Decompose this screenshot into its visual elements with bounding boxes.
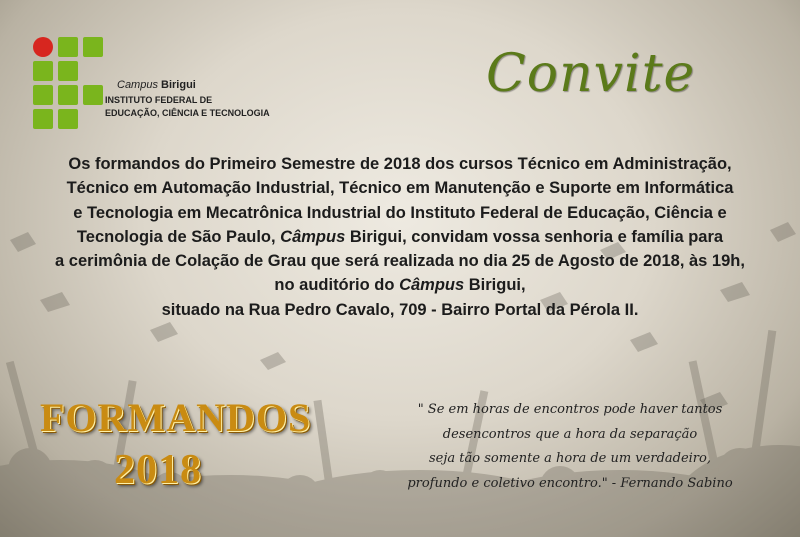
quote-line-1: " Se em horas de encontros pode haver tantos — [417, 402, 723, 417]
formandos-year: 2018 — [114, 447, 202, 493]
campus-label — [117, 79, 196, 91]
invitation-line-1: Os formandos do Primeiro Semestre de 2018 dos cursos Técnico em Administração, — [68, 155, 732, 173]
campus-italic: Câmpus — [399, 276, 465, 295]
invitation-line-4 — [20, 225, 780, 249]
quote-line-3: seja tão somente a hora de um verdadeiro, — [429, 451, 711, 466]
formandos-word: FORMANDOS — [40, 395, 312, 440]
quote-line-4: profundo e coletivo encontro." - Fernando Sabino — [407, 475, 733, 491]
invitation-line-6-start: no auditório do — [274, 276, 400, 295]
page-title: Convite — [486, 44, 696, 104]
campus-name: Birigui — [161, 79, 196, 91]
quote-line-2: desencontros que a hora da separação — [442, 426, 698, 442]
invitation-line-5: a cerimônia de Colação de Grau que será realizada no dia 25 de Agosto de 2018, às 19h, — [55, 252, 745, 271]
invitation-line-7: situado na Rua Pedro Cavalo, 709 - Bairro Portal da Pérola II. — [161, 300, 639, 319]
logo-red-dot — [33, 37, 53, 57]
formandos-banner — [40, 392, 312, 496]
invitation-line-3: e Tecnologia em Mecatrônica Industrial do Instituto Federal de Educação, Ciência e — [73, 203, 727, 222]
campus-italic: Câmpus — [280, 227, 346, 246]
invitation-line-4-end: Birigui, convidam vossa senhoria e família para — [345, 227, 724, 246]
invitation-text — [20, 152, 780, 322]
institution-line-1: INSTITUTO FEDERAL DE — [105, 95, 213, 105]
ifsp-logo — [32, 36, 104, 130]
institution-line-2: EDUCAÇÃO, CIÊNCIA E TECNOLOGIA — [105, 108, 270, 118]
invitation-line-2: Técnico em Automação Industrial, Técnico em Manutenção e Suporte em Informática — [66, 179, 734, 198]
invitation-line-6-end: Birigui, — [464, 276, 526, 295]
campus-prefix: Campus — [117, 79, 158, 91]
invitation-line-4-start: Tecnologia de São Paulo, — [76, 227, 281, 246]
quote-block — [350, 398, 790, 496]
invitation-line-6 — [20, 273, 780, 297]
